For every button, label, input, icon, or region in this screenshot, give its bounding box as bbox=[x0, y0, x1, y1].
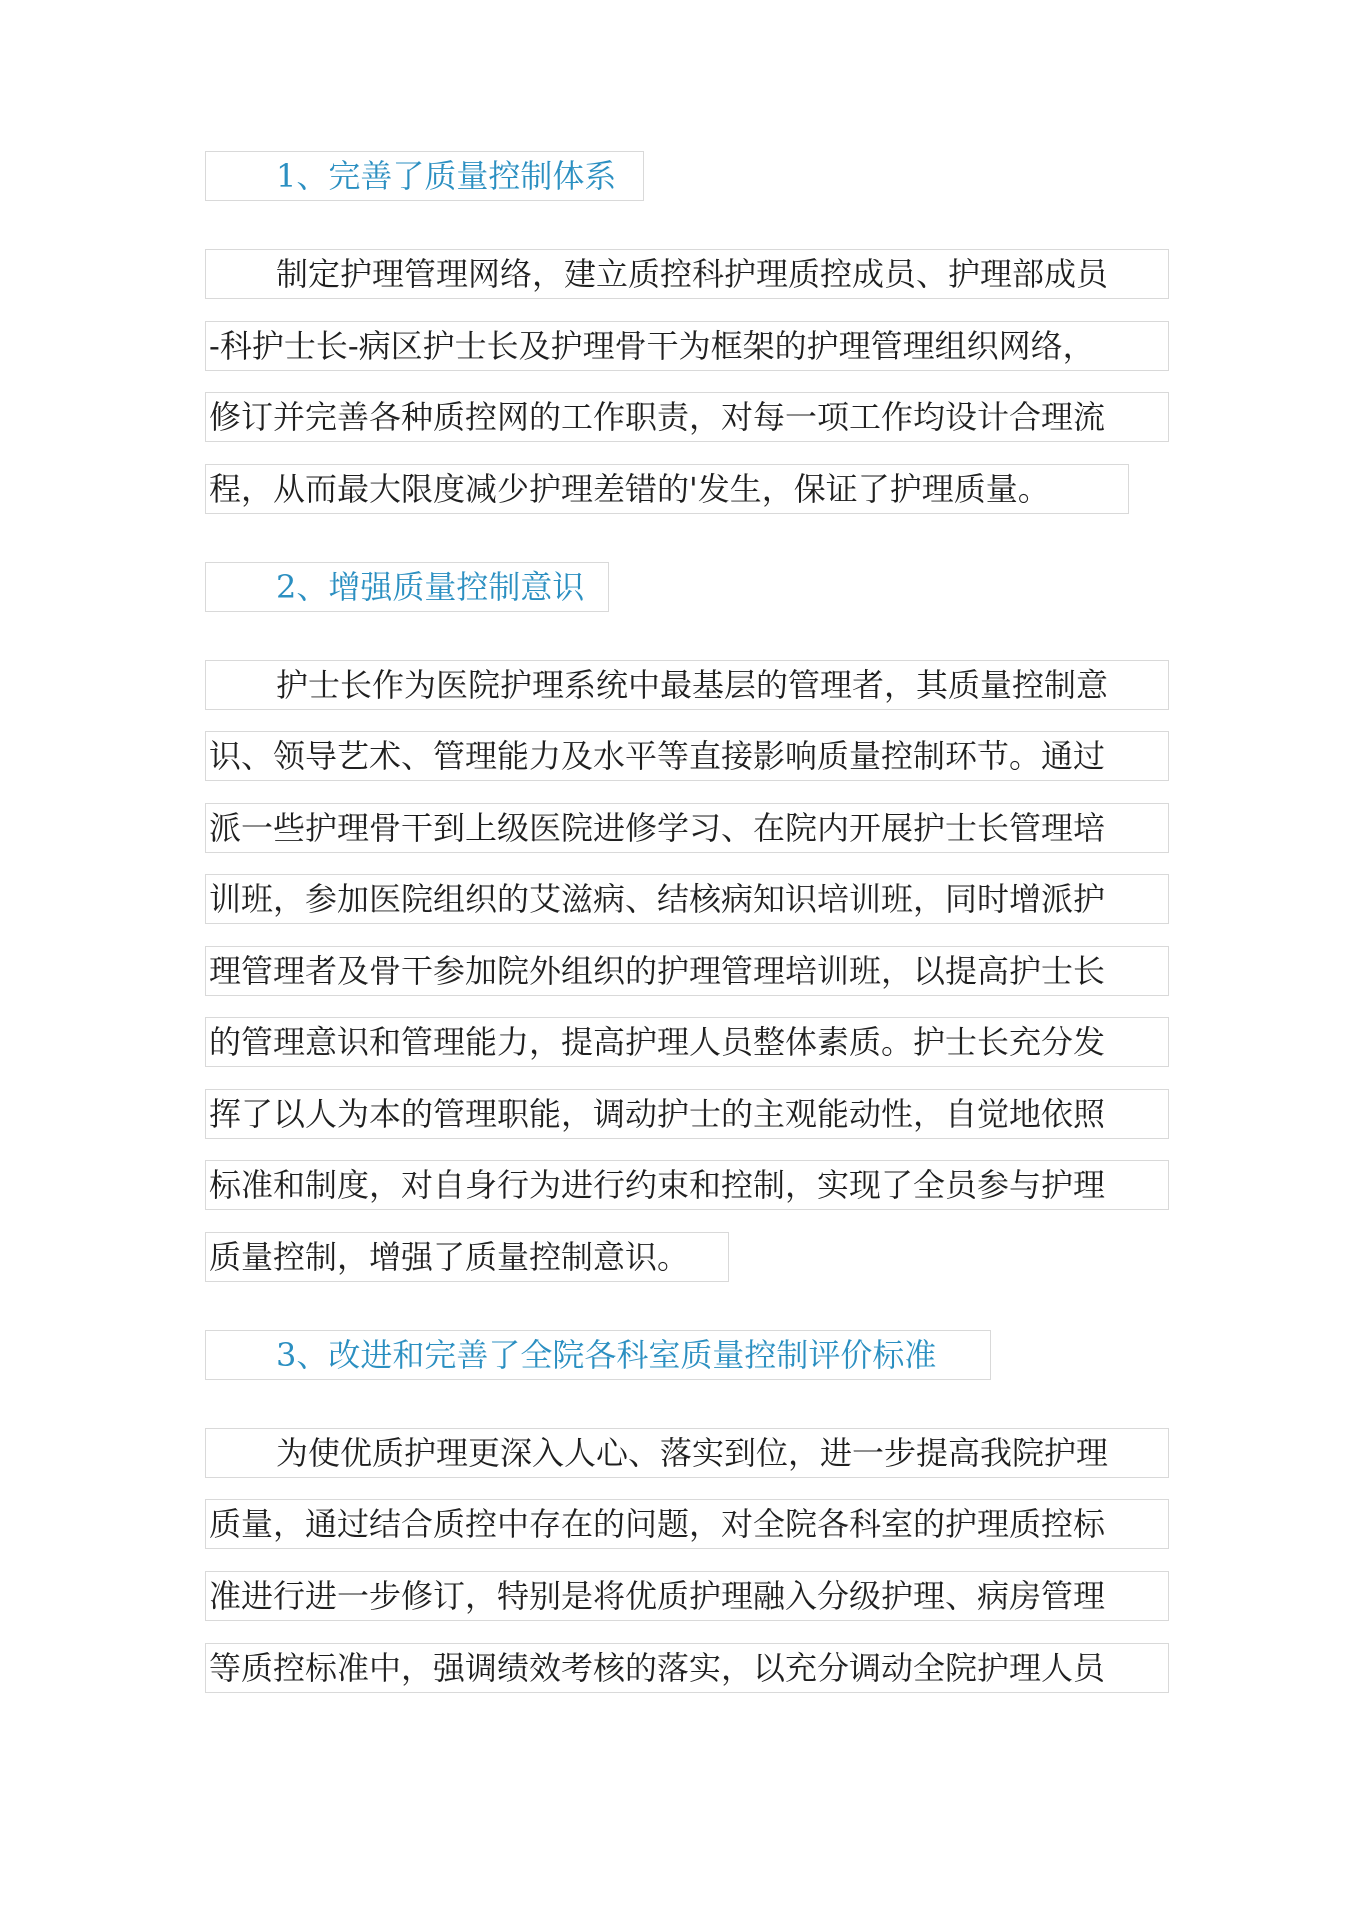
section-2-heading: 2、增强质量控制意识 bbox=[205, 562, 609, 612]
section-2-line: 挥了以人为本的管理职能，调动护士的主观能动性，自觉地依照 bbox=[205, 1089, 1169, 1139]
section-2-line: 的管理意识和管理能力，提高护理人员整体素质。护士长充分发 bbox=[205, 1017, 1169, 1067]
section-2-line: 识、领导艺术、管理能力及水平等直接影响质量控制环节。通过 bbox=[205, 731, 1169, 781]
section-3-line: 为使优质护理更深入人心、落实到位，进一步提高我院护理 bbox=[205, 1428, 1169, 1478]
section-3-line: 准进行进一步修订，特别是将优质护理融入分级护理、病房管理 bbox=[205, 1571, 1169, 1621]
section-3-line: 质量，通过结合质控中存在的问题，对全院各科室的护理质控标 bbox=[205, 1499, 1169, 1549]
section-2-line: 质量控制，增强了质量控制意识。 bbox=[205, 1232, 729, 1282]
section-2-line: 训班，参加医院组织的艾滋病、结核病知识培训班，同时增派护 bbox=[205, 874, 1169, 924]
section-1-line: 修订并完善各种质控网的工作职责，对每一项工作均设计合理流 bbox=[205, 392, 1169, 442]
section-3-line: 等质控标准中，强调绩效考核的落实，以充分调动全院护理人员 bbox=[205, 1643, 1169, 1693]
section-3-heading: 3、改进和完善了全院各科室质量控制评价标准 bbox=[205, 1330, 991, 1380]
section-2-line: 理管理者及骨干参加院外组织的护理管理培训班，以提高护士长 bbox=[205, 946, 1169, 996]
section-1-heading: 1、完善了质量控制体系 bbox=[205, 151, 644, 201]
section-2-line: 标准和制度，对自身行为进行约束和控制，实现了全员参与护理 bbox=[205, 1160, 1169, 1210]
section-1-line: 程，从而最大限度减少护理差错的'发生，保证了护理质量。 bbox=[205, 464, 1129, 514]
section-2-line: 护士长作为医院护理系统中最基层的管理者，其质量控制意 bbox=[205, 660, 1169, 710]
section-2-line: 派一些护理骨干到上级医院进修学习、在院内开展护士长管理培 bbox=[205, 803, 1169, 853]
section-1-line: 制定护理管理网络，建立质控科护理质控成员、护理部成员 bbox=[205, 249, 1169, 299]
section-1-line: -科护士长-病区护士长及护理骨干为框架的护理管理组织网络， bbox=[205, 321, 1169, 371]
